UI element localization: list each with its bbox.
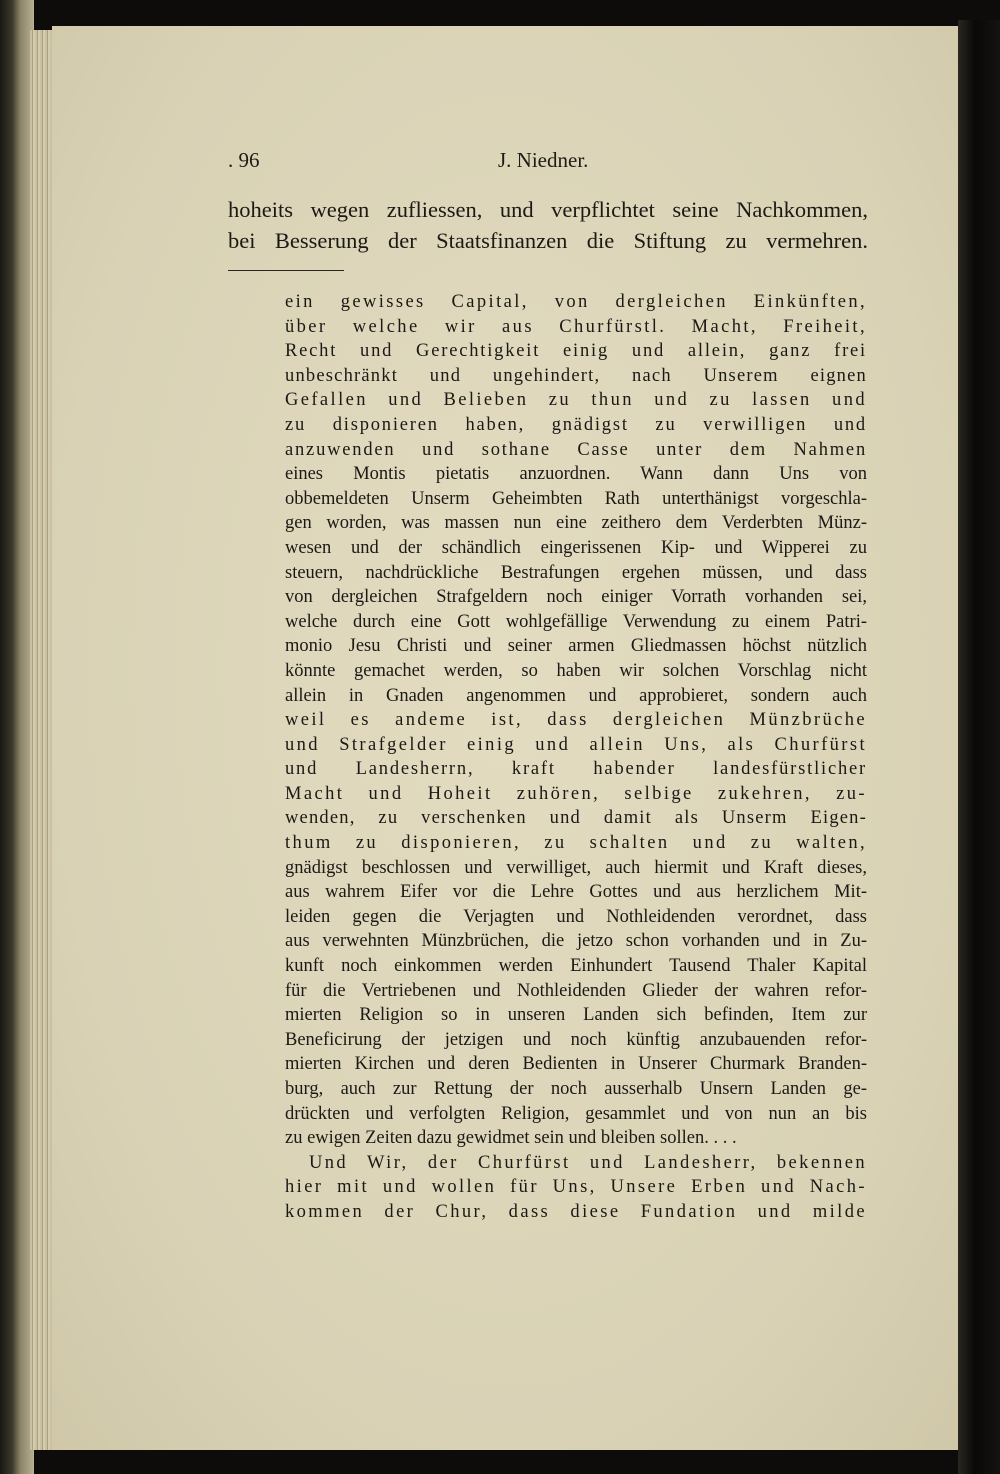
body-line: hoheits wegen zufliessen, und verpflichtet seine Nachkommen, — [228, 197, 868, 222]
quote-line: obbemeldeten Unserm Geheimbten Rath unterthänigst vorgeschla- — [285, 488, 867, 509]
quote-line: und Strafgelder einig und allein Uns, als Churfürst — [285, 734, 867, 755]
quote-line: Macht und Hoheit zuhören, selbige zukehren, zu- — [285, 783, 867, 804]
quote-line: Gefallen und Belieben zu thun und zu lassen und — [285, 390, 867, 411]
quote-line: allein in Gnaden angenommen und approbieret, sondern auch — [285, 685, 867, 706]
quote-line: eines Montis pietatis anzuordnen. Wann dann Uns von — [285, 464, 867, 485]
quote-line: weil es andeme ist, dass dergleichen Münzbrüche — [285, 710, 867, 731]
quote-line: Beneficirung der jetzigen und noch künftig anzubauenden refor- — [285, 1029, 867, 1050]
quote-line: kommen der Chur, dass diese Fundation und milde — [285, 1201, 867, 1222]
quote-line: und Landesherrn, kraft habender landesfürstlicher — [285, 759, 867, 780]
quote-line: steuern, nachdrückliche Bestrafungen ergehen müssen, und dass — [285, 562, 867, 583]
quote-line: monio Jesu Christi und seiner armen Gliedmassen höchst nützlich — [285, 636, 867, 657]
quote-line: unbeschränkt und ungehindert, nach Unserem eignen — [285, 365, 867, 386]
quote-line: gen worden, was massen nun eine zeithero dem Verderbten Münz- — [285, 513, 867, 534]
quote-line: burg, auch zur Rettung der noch ausserhalb Unsern Landen ge- — [285, 1079, 867, 1099]
quote-line: kunft noch einkommen werden Einhundert Tausend Thaler Kapital — [285, 956, 867, 977]
quote-line: ein gewisses Capital, von dergleichen Einkünften, — [285, 292, 867, 312]
quote-line: anzuwenden und sothane Casse unter dem Nahmen — [285, 439, 867, 460]
quote-line: für die Vertriebenen und Nothleidenden Glieder der wahren refor- — [285, 980, 867, 1001]
quote-line: mierten Kirchen und deren Bedienten in Unserer Churmark Branden- — [285, 1054, 867, 1075]
quote-line: über welche wir aus Churfürstl. Macht, Freiheit, — [285, 316, 867, 337]
page-header — [228, 148, 862, 178]
quote-line: von dergleichen Strafgeldern noch einiger Vorrath vorhanden sei, — [285, 587, 867, 608]
book-binding-edge — [0, 0, 34, 1474]
quote-line: Und Wir, der Churfürst und Landesherr, bekennen — [309, 1152, 867, 1173]
quote-line: drückten und verfolgten Religion, gesammlet und von nun an bis — [285, 1103, 867, 1124]
quote-line: Recht und Gerechtigkeit einig und allein, ganz frei — [285, 341, 867, 362]
quote-line: wenden, zu verschenken und damit als Unserm Eigen- — [285, 808, 867, 829]
facing-page-shadow — [958, 20, 1000, 1474]
quote-line: welche durch eine Gott wohlgefällige Verwendung zu einem Patri- — [285, 611, 867, 632]
quote-line: zu disponieren haben, gnädigst zu verwilligen und — [285, 414, 867, 435]
footnote-separator-rule — [228, 270, 344, 271]
quote-line: thum zu disponieren, zu schalten und zu walten, — [285, 833, 867, 854]
quote-line: mierten Religion so in unseren Landen sich befinden, Item zur — [285, 1005, 867, 1026]
quote-line: leiden gegen die Verjagten und Nothleidenden verordnet, dass — [285, 906, 867, 927]
page-number: . 96 — [228, 148, 260, 172]
body-paragraph — [228, 194, 868, 256]
running-head: J. Niedner. — [498, 148, 589, 172]
quote-line: wesen und der schändlich eingerissenen Kip- und Wipperei zu — [285, 537, 867, 558]
body-line: bei Besserung der Staatsfinanzen die Stiftung zu vermehren. — [228, 228, 868, 253]
quoted-document — [285, 290, 867, 1225]
quote-line: aus verwehnten Münzbrüchen, die jetzo schon vorhanden und in Zu- — [285, 931, 867, 952]
quote-line: aus wahrem Eifer vor die Lehre Gottes und aus herzlichem Mit- — [285, 882, 867, 903]
quote-line: gnädigst beschlossen und verwilliget, auch hiermit und Kraft dieses, — [285, 857, 867, 878]
quote-line: hier mit und wollen für Uns, Unsere Erben und Nach- — [285, 1177, 867, 1198]
quote-line: zu ewigen Zeiten dazu gewidmet sein und bleiben sollen. . . . — [285, 1128, 737, 1149]
quote-line: könnte gemachet werden, so haben wir solchen Vorschlag nicht — [285, 660, 867, 681]
